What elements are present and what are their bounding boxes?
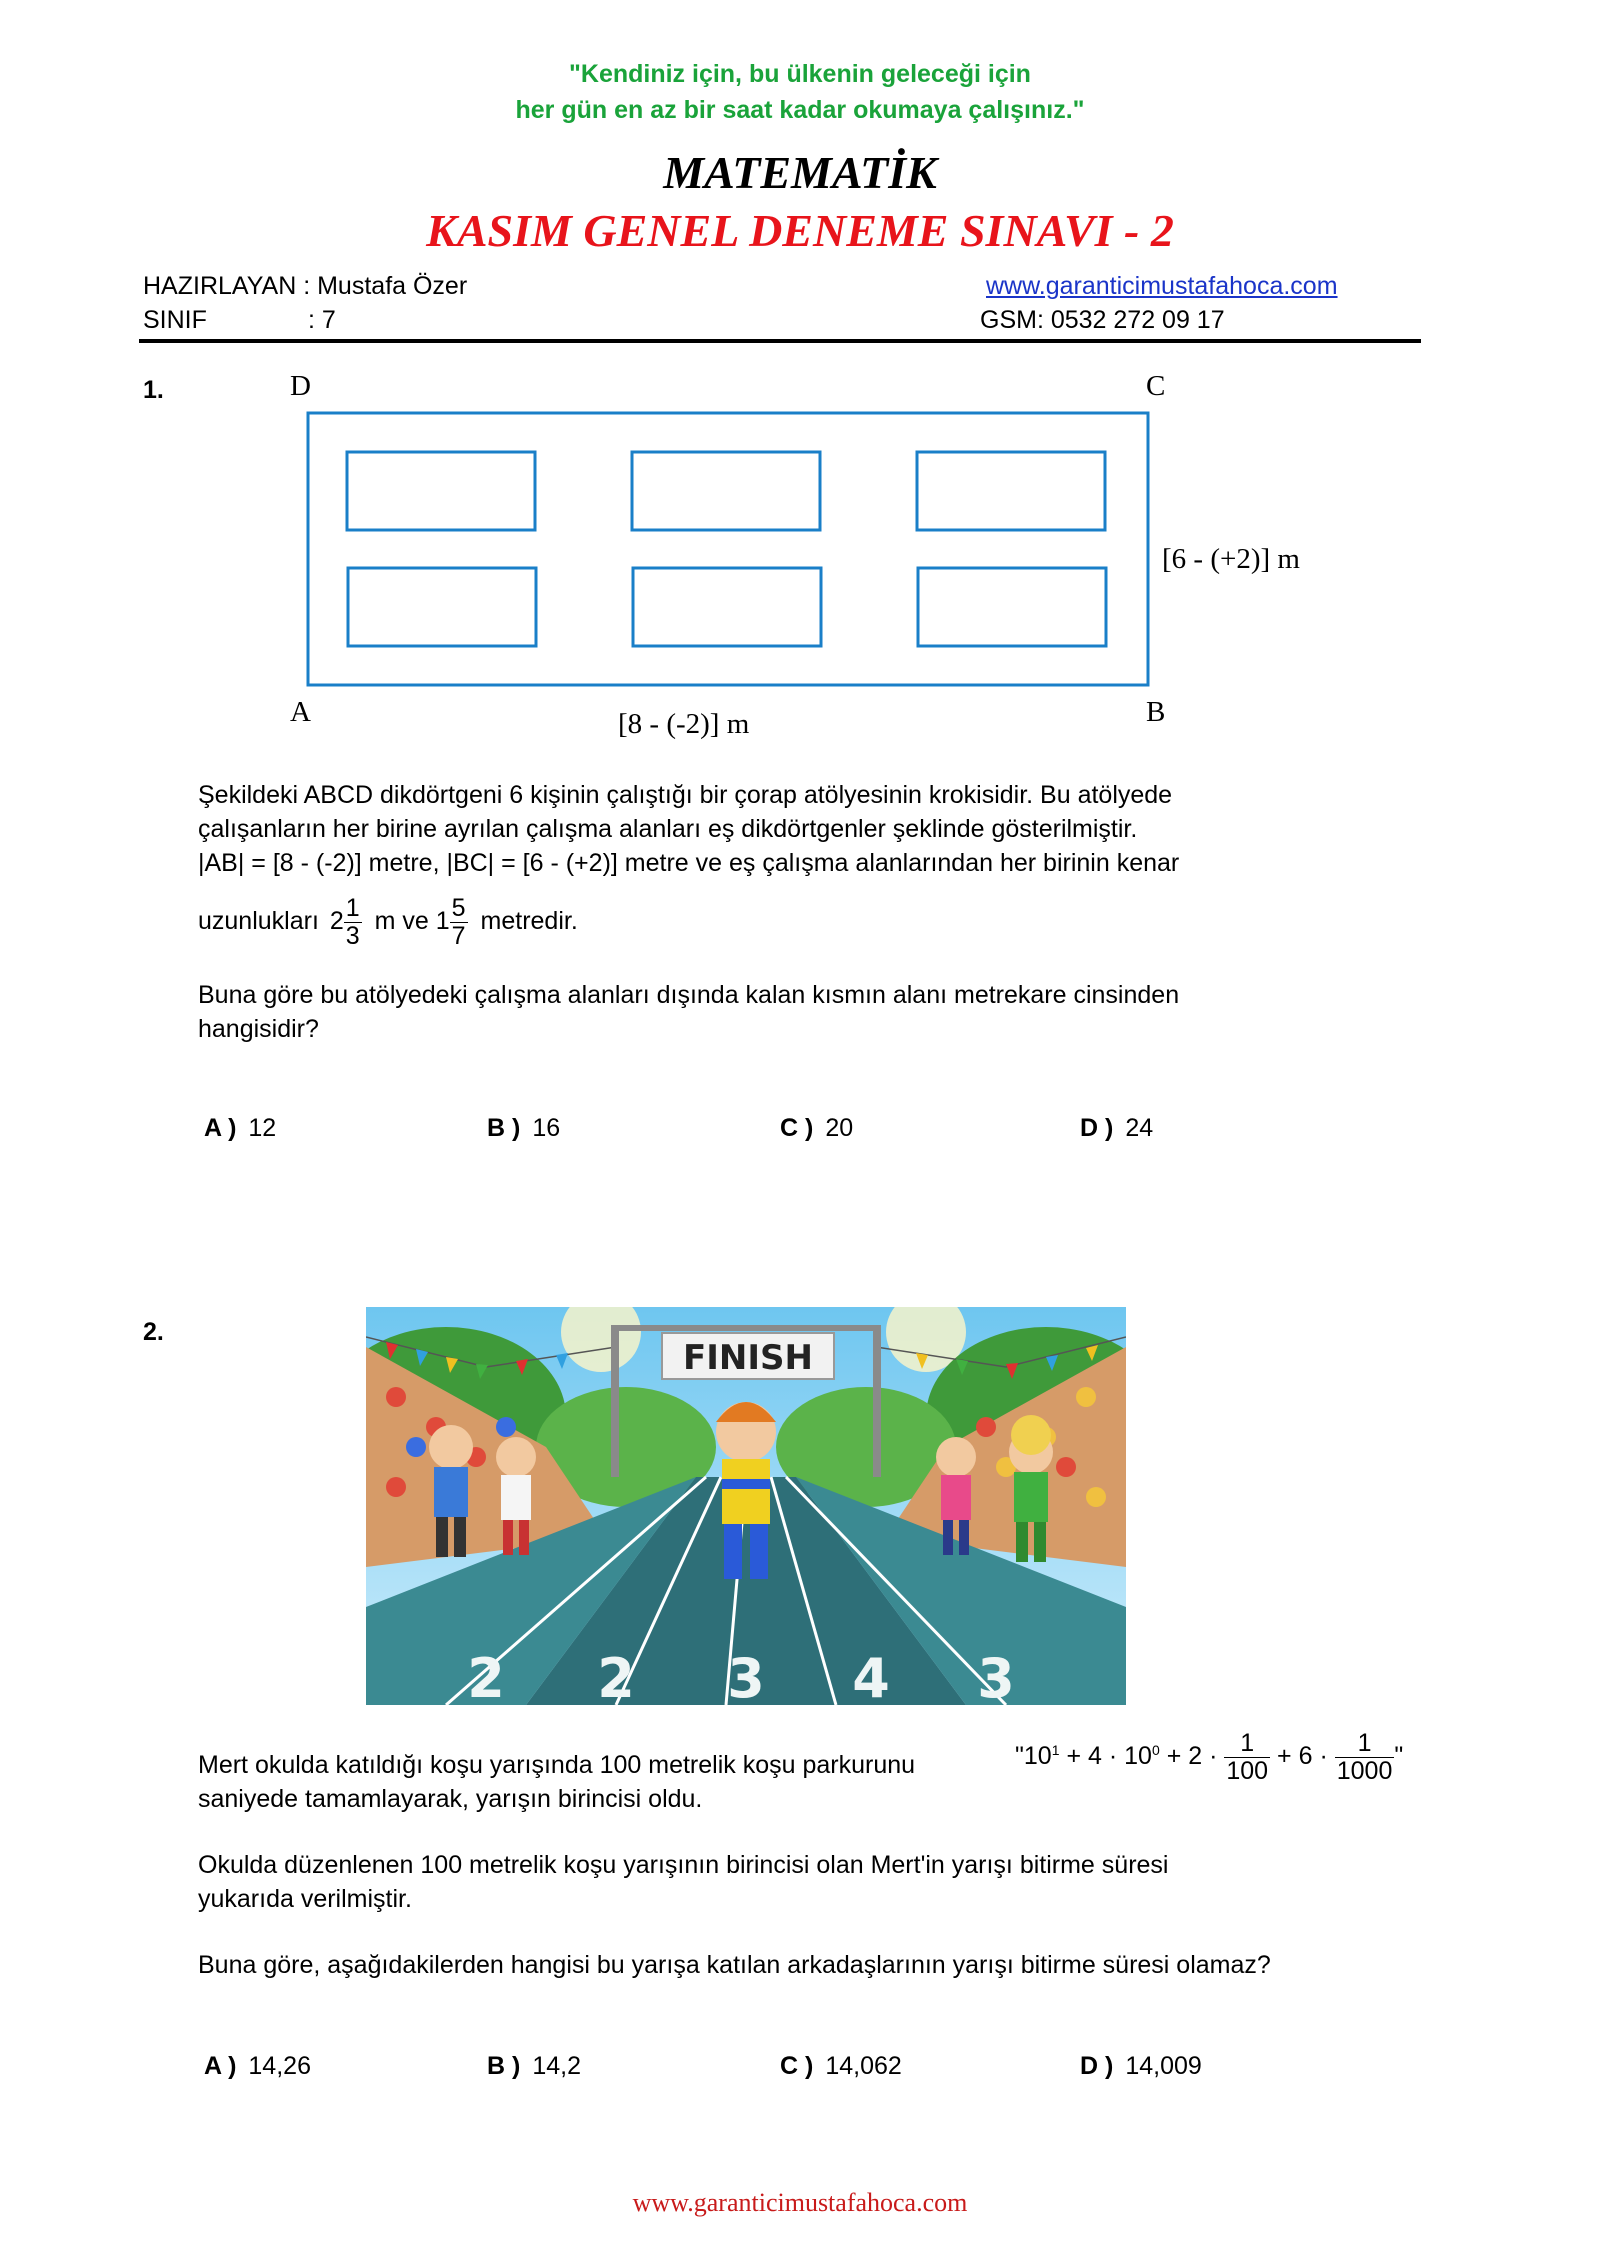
q2-option-a[interactable]: A ) 14,26 — [204, 2052, 311, 2080]
corner-label-d: D — [290, 370, 311, 402]
class-label: SINIF — [143, 306, 207, 334]
website-link[interactable]: www.garanticimustafahoca.com — [986, 272, 1338, 300]
work-area-4 — [348, 568, 536, 646]
lane-number-5: 3 — [977, 1647, 1015, 1705]
workshop-outline — [308, 413, 1148, 685]
q1-text-line-4 — [198, 895, 578, 950]
side-ab-label: [8 - (-2)] m — [618, 708, 750, 740]
motto-line-1: "Kendiniz için, bu ülkenin geleceği için — [569, 60, 1031, 88]
subject-title: MATEMATİK — [663, 147, 937, 198]
q1-lengths-label: uzunlukları — [198, 907, 319, 936]
lane-number-3: 3 — [727, 1647, 765, 1705]
q1-option-d[interactable]: D ) 24 — [1080, 1114, 1154, 1142]
question-1-number: 1. — [143, 376, 164, 404]
finish-banner-text: FINISH — [683, 1338, 813, 1378]
mixed-fraction-2: 1 $\frac{5}{7}$ — [435, 894, 466, 950]
work-area-2 — [632, 452, 820, 530]
corner-label-a: A — [290, 696, 311, 728]
q1-unit-text: metredir. — [480, 907, 578, 936]
lane-number-4: 4 — [852, 1647, 890, 1705]
work-area-6 — [918, 568, 1106, 646]
q2-option-c[interactable]: C ) 14,062 — [780, 2052, 902, 2080]
class-value: : 7 — [308, 306, 336, 334]
q2-text-line-1: Mert okulda katıldığı koşu yarışında 100 metrelik koşu parkurunu — [198, 1751, 916, 1779]
exam-title: KASIM GENEL DENEME SINAVI - 2 — [426, 205, 1174, 256]
q1-text-line-2: çalışanların her birine ayrılan çalışma alanları eş dikdörtgenler şeklinde gösterilmiştir. — [198, 815, 1138, 843]
q1-text-line-3: |AB| = [8 - (-2)] metre, |BC| = [6 - (+2)] metre ve eş çalışma alanlarından her birinin kenar — [198, 849, 1180, 877]
work-area-1 — [347, 452, 535, 530]
corner-label-b: B — [1146, 696, 1166, 728]
lane-number-1: 2 — [467, 1647, 505, 1705]
q2-option-d[interactable]: D ) 14,009 — [1080, 2052, 1202, 2080]
q1-and-text: m ve — [374, 907, 429, 936]
q2-option-b[interactable]: B ) 14,2 — [487, 2052, 581, 2080]
q2-text-line-2: saniyede tamamlayarak, yarışın birincisi oldu. — [198, 1785, 703, 1813]
q2-para2-line-1: Okulda düzenlenen 100 metrelik koşu yarışının birincisi olan Mert'in yarışı bitirme süresi — [198, 1851, 1169, 1879]
q1-text-line-1: Şekildeki ABCD dikdörtgeni 6 kişinin çalıştığı bir çorap atölyesinin krokisidir. Bu atölyede — [198, 781, 1173, 809]
lane-number-2: 2 — [597, 1647, 635, 1705]
phone-number: GSM: 0532 272 09 17 — [980, 306, 1225, 334]
work-area-5 — [633, 568, 821, 646]
motto-line-2: her gün en az bir saat kadar okumaya çalışınız." — [515, 96, 1085, 124]
q2-question: Buna göre, aşağıdakilerden hangisi bu yarışa katılan arkadaşlarının yarışı bitirme süresi olamaz? — [198, 1951, 1271, 1979]
side-bc-label: [6 - (+2)] m — [1162, 543, 1300, 575]
author-label: HAZIRLAYAN : Mustafa Özer — [143, 272, 468, 300]
q1-question-line-1: Buna göre bu atölyedeki çalışma alanları dışında kalan kısmın alanı metrekare cinsinden — [198, 981, 1180, 1009]
workshop-diagram — [300, 405, 1160, 695]
q2-para2-line-2: yukarıda verilmiştir. — [198, 1885, 412, 1913]
work-area-3 — [917, 452, 1105, 530]
corner-label-c: C — [1146, 370, 1166, 402]
q1-option-c[interactable]: C ) 20 — [780, 1114, 854, 1142]
q1-option-a[interactable]: A ) 12 — [204, 1114, 277, 1142]
race-illustration — [366, 1307, 1126, 1705]
question-2-number: 2. — [143, 1318, 164, 1346]
finish-time-expression: "$10^1 + 4 \cdot 10^0 + 2$ · $\frac{1}{100}$ + 6 · $\frac{1}{1000}$ " — [1015, 1729, 1404, 1785]
mixed-fraction-1: 2 $\frac{1}{3}$ — [329, 894, 360, 950]
q1-question-line-2: hangisidir? — [198, 1015, 319, 1043]
footer-website[interactable]: www.garanticimustafahoca.com — [632, 2188, 968, 2217]
q1-option-b[interactable]: B ) 16 — [487, 1114, 561, 1142]
header-divider — [139, 339, 1421, 343]
